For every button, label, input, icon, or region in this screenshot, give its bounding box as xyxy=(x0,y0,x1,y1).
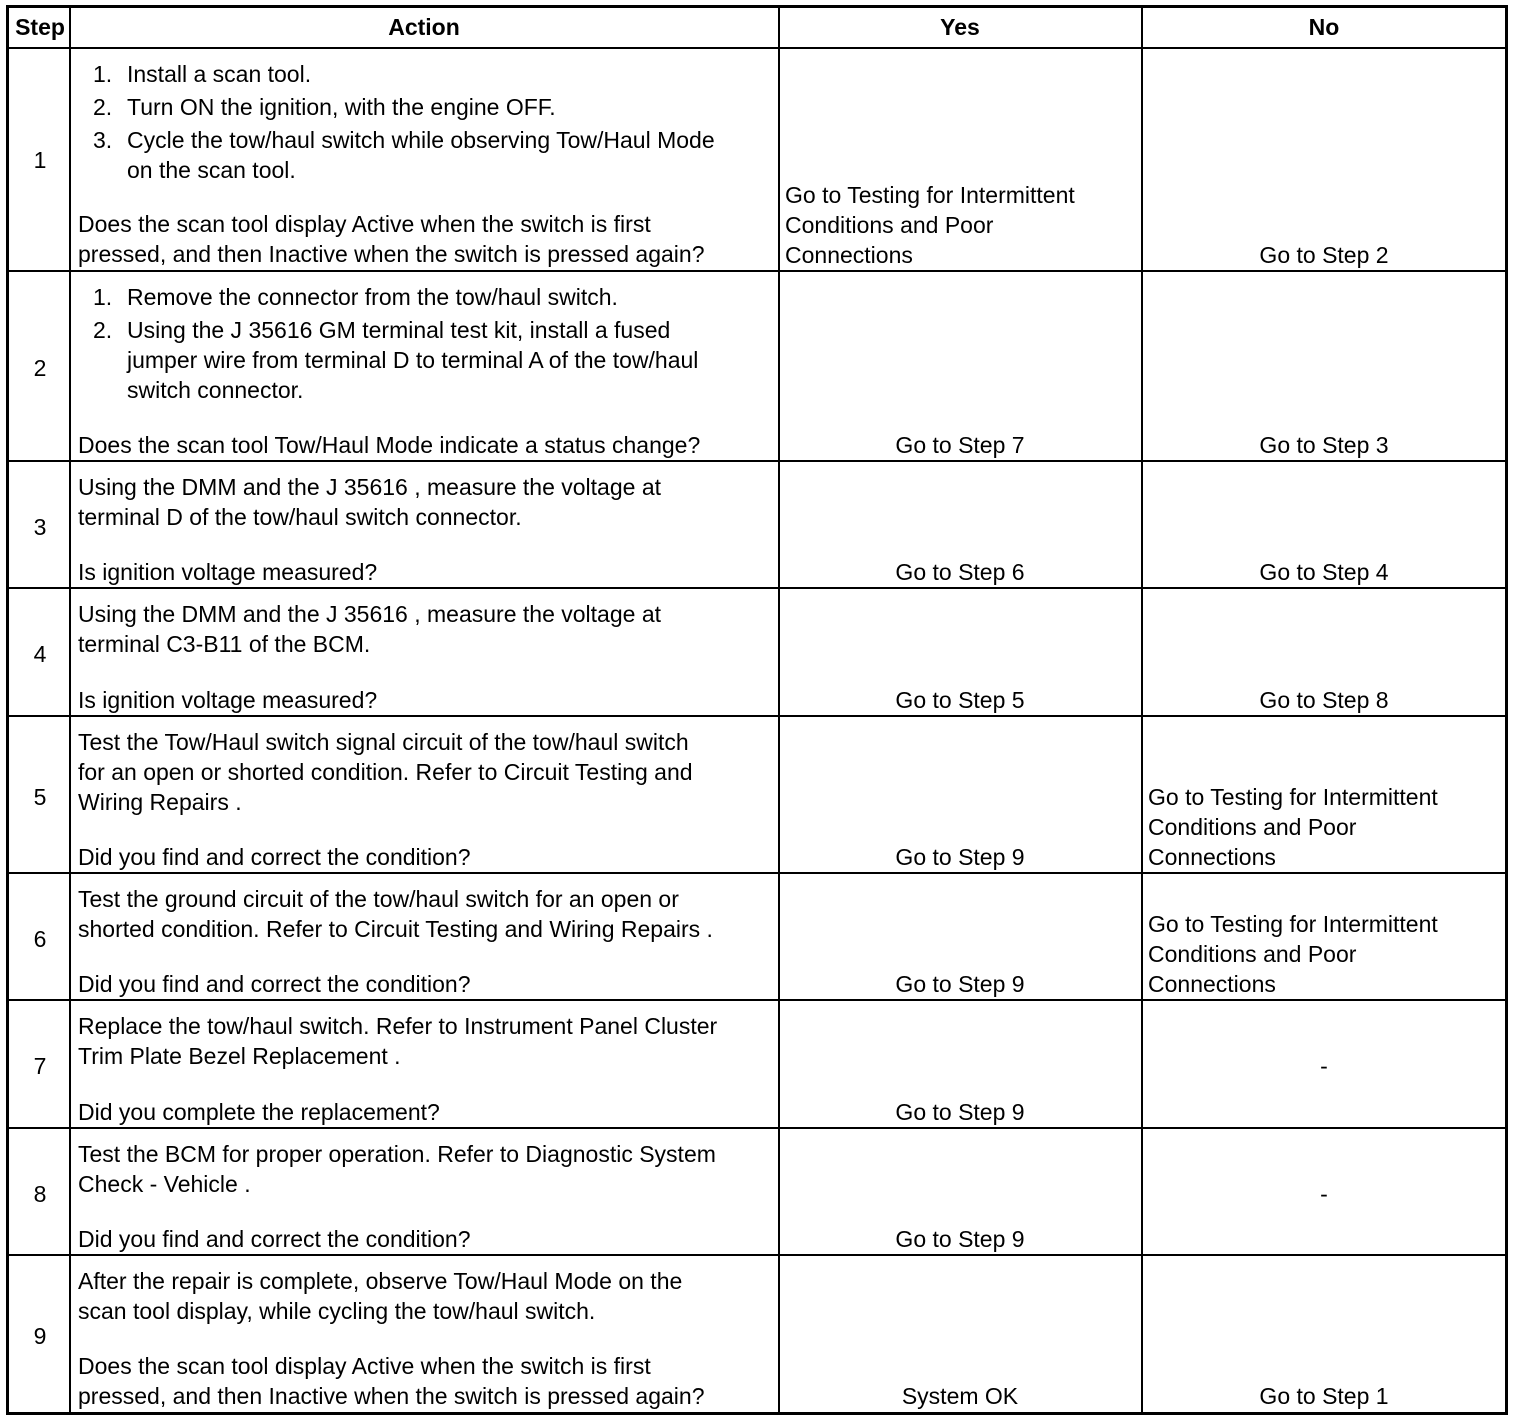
action-question: Does the scan tool display Active when the switch is first xyxy=(78,1353,651,1379)
action-text: Trim Plate Bezel Replacement . xyxy=(78,1043,401,1069)
row-divider xyxy=(9,1127,1505,1129)
action-question: Does the scan tool Tow/Haul Mode indicate a status change? xyxy=(78,432,701,458)
step-number: 2 xyxy=(33,355,47,381)
diagnostic-table xyxy=(6,5,1508,1415)
action-question: Did you find and correct the condition? xyxy=(78,844,471,870)
action-text: shorted condition. Refer to Circuit Testing and Wiring Repairs . xyxy=(78,916,713,942)
step-number: 1 xyxy=(33,147,47,173)
no-result: Go to Step 1 xyxy=(1259,1383,1389,1409)
no-result: Go to Testing for Intermittent xyxy=(1148,784,1438,810)
action-question: Did you find and correct the condition? xyxy=(78,1226,471,1252)
action-step: on the scan tool. xyxy=(127,157,296,183)
row-divider xyxy=(9,587,1505,589)
action-text: Replace the tow/haul switch. Refer to Instrument Panel Cluster xyxy=(78,1013,718,1039)
row-divider xyxy=(9,872,1505,874)
row-divider xyxy=(9,1254,1505,1256)
header-yes: Yes xyxy=(940,14,980,40)
step-number: 4 xyxy=(33,641,47,667)
action-text: Test the Tow/Haul switch signal circuit of the tow/haul switch xyxy=(78,729,689,755)
action-text: terminal D of the tow/haul switch connector. xyxy=(78,504,522,530)
no-result: - xyxy=(1320,1181,1328,1207)
yes-result: Go to Step 6 xyxy=(895,559,1025,585)
header-divider xyxy=(9,47,1505,49)
action-text: for an open or shorted condition. Refer to Circuit Testing and xyxy=(78,759,693,785)
header-step: Step xyxy=(15,14,65,40)
step-number: 8 xyxy=(33,1181,47,1207)
action-step: switch connector. xyxy=(127,377,304,403)
header-no: No xyxy=(1308,14,1340,40)
row-divider xyxy=(9,270,1505,272)
list-marker: 3. xyxy=(93,127,113,153)
step-number: 5 xyxy=(33,784,47,810)
list-marker: 1. xyxy=(93,284,113,310)
column-divider xyxy=(778,8,780,1412)
yes-result: Go to Step 9 xyxy=(895,1099,1025,1125)
yes-result: Go to Testing for Intermittent xyxy=(785,182,1075,208)
row-divider xyxy=(9,999,1505,1001)
column-divider xyxy=(1141,8,1143,1412)
action-question: Does the scan tool display Active when the switch is first xyxy=(78,211,651,237)
action-step: Using the J 35616 GM terminal test kit, install a fused xyxy=(127,317,671,343)
step-number: 3 xyxy=(33,514,47,540)
action-question: Is ignition voltage measured? xyxy=(78,687,378,713)
yes-result: Conditions and Poor xyxy=(785,212,994,238)
yes-result: System OK xyxy=(901,1383,1019,1409)
list-marker: 2. xyxy=(93,317,113,343)
action-text: Test the BCM for proper operation. Refer to Diagnostic System xyxy=(78,1141,716,1167)
header-action: Action xyxy=(388,14,460,40)
action-text: Test the ground circuit of the tow/haul switch for an open or xyxy=(78,886,679,912)
no-result: Conditions and Poor xyxy=(1148,814,1357,840)
no-result: Connections xyxy=(1148,844,1276,870)
no-result: Go to Step 8 xyxy=(1259,687,1389,713)
action-text: Check - Vehicle . xyxy=(78,1171,251,1197)
action-text: terminal C3-B11 of the BCM. xyxy=(78,631,371,657)
no-result: Go to Step 3 xyxy=(1259,432,1389,458)
action-question: pressed, and then Inactive when the switch is pressed again? xyxy=(78,1383,705,1409)
no-result: - xyxy=(1320,1053,1328,1079)
yes-result: Go to Step 9 xyxy=(895,844,1025,870)
action-text: After the repair is complete, observe Tow/Haul Mode on the xyxy=(78,1268,683,1294)
action-text: Wiring Repairs . xyxy=(78,789,242,815)
no-result: Conditions and Poor xyxy=(1148,941,1357,967)
yes-result: Go to Step 9 xyxy=(895,971,1025,997)
column-divider xyxy=(69,8,71,1412)
action-step: Remove the connector from the tow/haul switch. xyxy=(127,284,618,310)
yes-result: Go to Step 5 xyxy=(895,687,1025,713)
yes-result: Go to Step 9 xyxy=(895,1226,1025,1252)
action-text: scan tool display, while cycling the tow/haul switch. xyxy=(78,1298,596,1324)
action-step: Turn ON the ignition, with the engine OFF. xyxy=(127,94,556,120)
step-number: 9 xyxy=(33,1323,47,1349)
yes-result: Go to Step 7 xyxy=(895,432,1025,458)
action-question: Did you find and correct the condition? xyxy=(78,971,471,997)
action-step: jumper wire from terminal D to terminal A of the tow/haul xyxy=(127,347,699,373)
list-marker: 2. xyxy=(93,94,113,120)
action-step: Install a scan tool. xyxy=(127,61,312,87)
row-divider xyxy=(9,715,1505,717)
no-result: Go to Step 2 xyxy=(1259,242,1389,268)
step-number: 6 xyxy=(33,926,47,952)
no-result: Connections xyxy=(1148,971,1276,997)
action-text: Using the DMM and the J 35616 , measure the voltage at xyxy=(78,474,661,500)
action-question: pressed, and then Inactive when the switch is pressed again? xyxy=(78,241,705,267)
row-divider xyxy=(9,460,1505,462)
action-question: Did you complete the replacement? xyxy=(78,1099,440,1125)
action-text: Using the DMM and the J 35616 , measure the voltage at xyxy=(78,601,661,627)
action-question: Is ignition voltage measured? xyxy=(78,559,378,585)
step-number: 7 xyxy=(33,1053,47,1079)
action-step: Cycle the tow/haul switch while observing Tow/Haul Mode xyxy=(127,127,715,153)
no-result: Go to Step 4 xyxy=(1259,559,1389,585)
no-result: Go to Testing for Intermittent xyxy=(1148,911,1438,937)
yes-result: Connections xyxy=(785,242,913,268)
list-marker: 1. xyxy=(93,61,113,87)
